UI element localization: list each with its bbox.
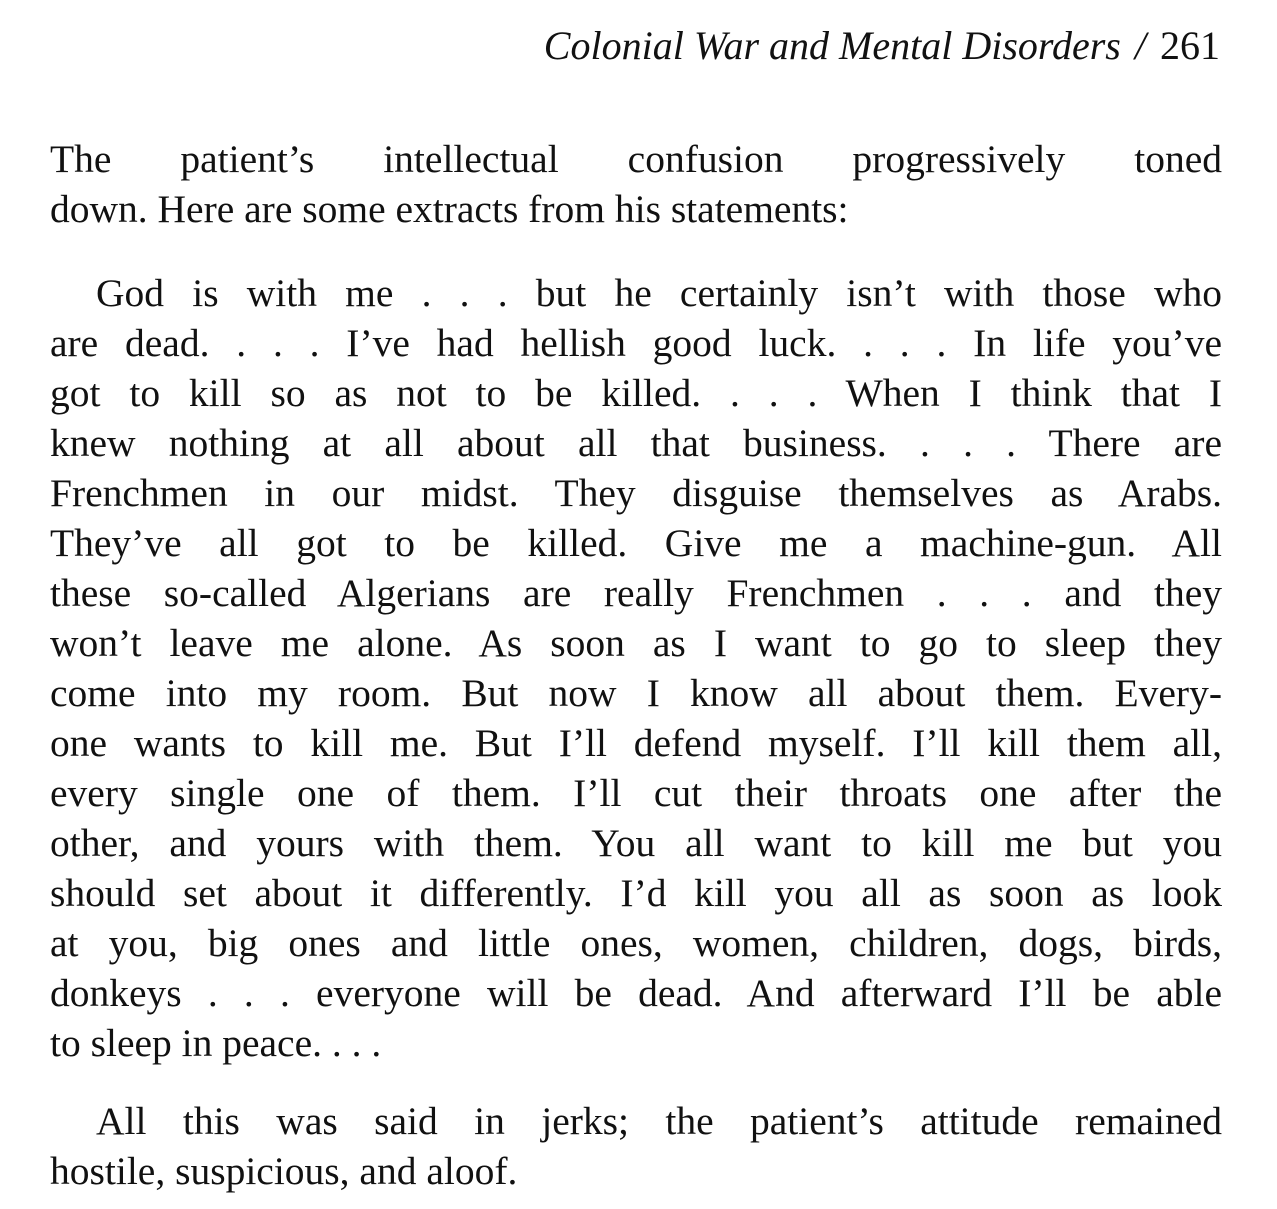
text-line: got to kill so as not to be killed. . . . When I think that I [50,371,1222,415]
text-line: They’ve all got to be killed. Give me a machine-gun. All [50,521,1222,565]
text-line: at you, big ones and little ones, women, children, dogs, birds, [50,921,1222,965]
text-line: to sleep in peace. . . . [50,1021,382,1065]
text-line: knew nothing at all about all that business. . . . There are [50,421,1222,465]
text-line: God is with me . . . but he certainly isn’t with those who [96,271,1222,315]
text-line: donkeys . . . everyone will be dead. And afterward I’ll be able [50,971,1222,1015]
text-line: every single one of them. I’ll cut their throats one after the [50,771,1222,815]
running-header [544,22,1220,69]
text-line: should set about it differently. I’d kill you all as soon as look [50,871,1222,915]
text-line: All this was said in jerks; the patient’s attitude remained [96,1099,1222,1143]
page-number: 261 [1160,23,1220,68]
text-line: these so-called Algerians are really Frenchmen . . . and they [50,571,1222,615]
text-line: won’t leave me alone. As soon as I want to go to sleep they [50,621,1222,665]
text-line: hostile, suspicious, and aloof. [50,1149,518,1193]
header-separator: / [1134,23,1146,68]
text-line: Frenchmen in our midst. They disguise themselves as Arabs. [50,471,1222,515]
paragraph-intro [50,134,1222,234]
text-line: one wants to kill me. But I’ll defend myself. I’ll kill them all, [50,721,1222,765]
text-line: down. Here are some extracts from his statements: [50,187,849,231]
block-quote [50,268,1222,1068]
text-line: other, and yours with them. You all want to kill me but you [50,821,1222,865]
paragraph-closing [50,1096,1222,1196]
text-line: The patient’s intellectual confusion progressively toned [50,137,1222,181]
chapter-title: Colonial War and Mental Disorders [543,23,1121,68]
text-line: are dead. . . . I’ve had hellish good luck. . . . In life you’ve [50,321,1222,365]
text-line: come into my room. But now I know all about them. Every- [50,671,1222,715]
